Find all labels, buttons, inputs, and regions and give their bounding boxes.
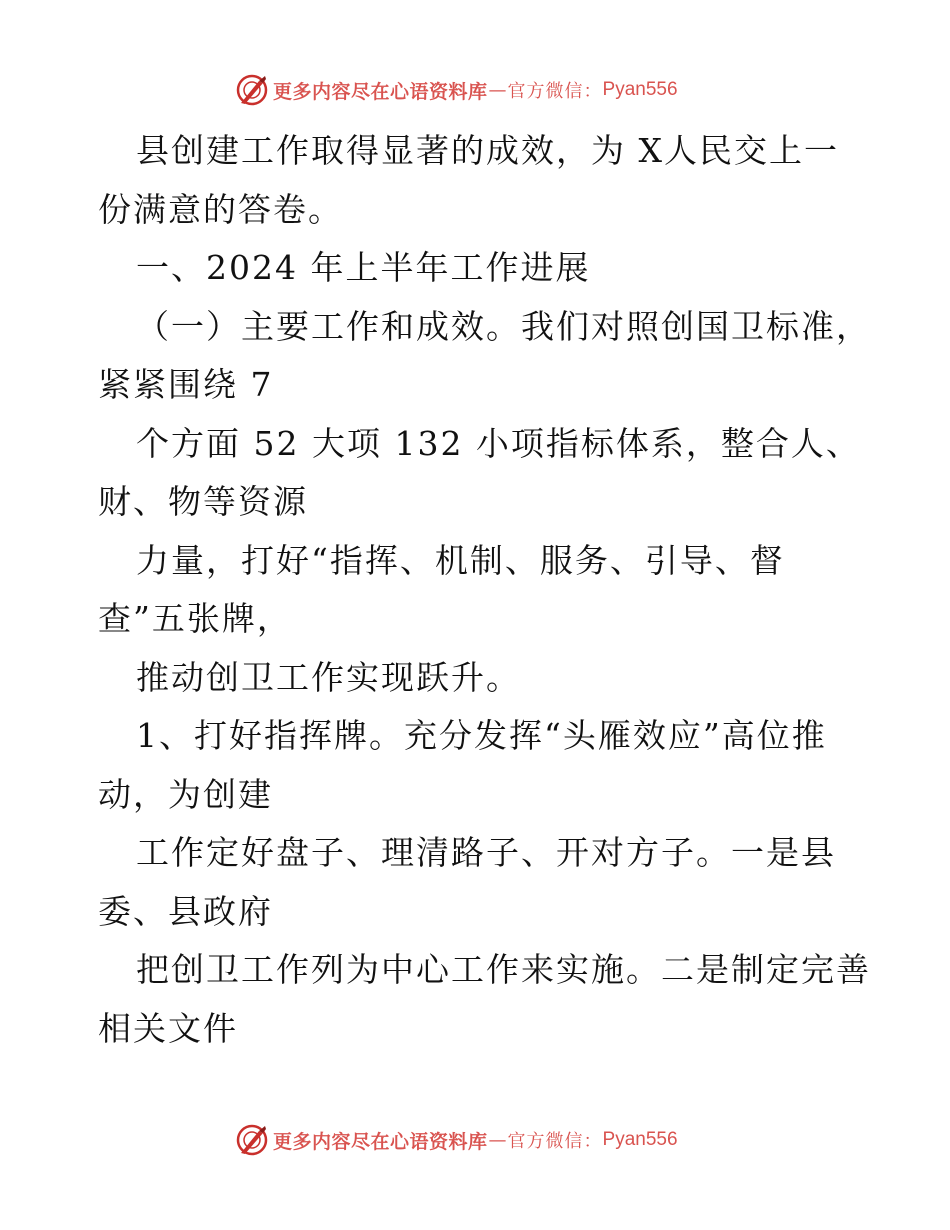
paragraph-line: 力量，打好“指挥、机制、服务、引导、督 <box>136 540 785 580</box>
paragraph-line: 相关文件 <box>98 1008 238 1048</box>
banner-brand-text: 更多内容尽在心语资料库 <box>273 1130 488 1153</box>
paragraph-line: 一、2024 年上半年工作进展 <box>136 248 591 287</box>
banner-wechat-id: Pyan556 <box>602 79 678 100</box>
banner-brand-text: 更多内容尽在心语资料库 <box>273 80 488 103</box>
footer-banner <box>235 1123 678 1157</box>
paragraph-line: 把创卫工作列为中心工作来实施。二是制定完善 <box>136 950 871 989</box>
paragraph-line: 查”五张牌， <box>98 599 292 638</box>
banner-separator: — <box>488 79 507 101</box>
paragraph-line: 份满意的答卷。 <box>98 189 343 229</box>
paragraph-line: 1、打好指挥牌。充分发挥“头雁效应”高位推 <box>136 716 827 755</box>
document-body <box>98 122 878 1058</box>
pen-logo-icon <box>235 73 269 107</box>
paragraph-line: 动，为创建 <box>98 774 273 814</box>
paragraph-line: 工作定好盘子、理清路子、开对方子。一是县 <box>136 833 836 872</box>
paragraph-line: 委、县政府 <box>98 891 273 931</box>
banner-wechat-label: 官方微信： <box>507 1131 603 1152</box>
paragraph-line: 财、物等资源 <box>98 482 308 521</box>
paragraph-line: 县创建工作取得显著的成效，为 X人民交上一 <box>136 131 839 170</box>
paragraph-line: （一）主要工作和成效。我们对照创国卫标准， <box>136 306 871 346</box>
paragraph-line: 推动创卫工作实现跃升。 <box>136 657 521 697</box>
banner-wechat-label: 官方微信： <box>507 81 603 102</box>
pen-logo-icon <box>235 1123 269 1157</box>
banner-separator: — <box>488 1129 507 1151</box>
paragraph-line: 紧紧围绕 7 <box>98 365 274 404</box>
banner-wechat-id: Pyan556 <box>602 1129 678 1150</box>
paragraph-line: 个方面 52 大项 132 小项指标体系，整合人、 <box>136 423 861 463</box>
header-banner <box>235 73 678 107</box>
